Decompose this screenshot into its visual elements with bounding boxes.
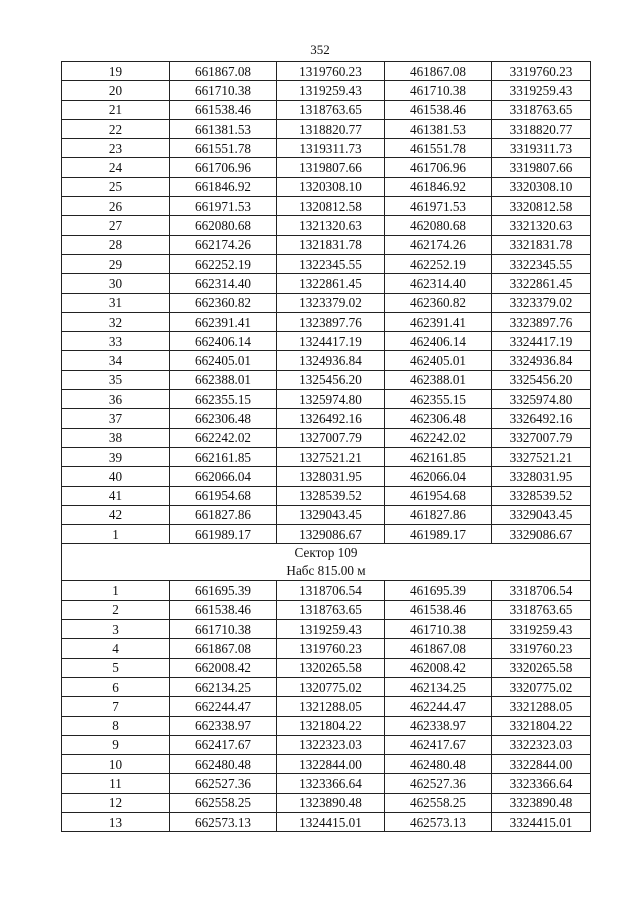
coordinate-cell: 3328031.95: [492, 467, 591, 486]
coordinate-cell: 461381.53: [385, 119, 492, 138]
table-row: [62, 505, 591, 524]
coordinate-cell: 1318763.65: [277, 100, 385, 119]
table-row: [62, 486, 591, 505]
coordinate-cell: 662066.04: [170, 467, 277, 486]
coordinate-cell: 1318820.77: [277, 119, 385, 138]
point-number-cell: 26: [62, 197, 170, 216]
table-row: [62, 677, 591, 696]
coordinate-cell: 662527.36: [170, 774, 277, 793]
coordinate-cell: 461867.08: [385, 639, 492, 658]
point-number-cell: 21: [62, 100, 170, 119]
coordinate-cell: 1319807.66: [277, 158, 385, 177]
coordinate-cell: 662388.01: [170, 370, 277, 389]
coordinate-cell: 3326492.16: [492, 409, 591, 428]
coordinate-cell: 662355.15: [170, 390, 277, 409]
coordinate-cell: 3318763.65: [492, 100, 591, 119]
table-row: [62, 812, 591, 831]
coordinate-cell: 1323366.64: [277, 774, 385, 793]
coordinate-cell: 662174.26: [170, 235, 277, 254]
coordinate-cell: 661710.38: [170, 620, 277, 639]
coordinate-cell: 3324936.84: [492, 351, 591, 370]
coordinate-cell: 661954.68: [170, 486, 277, 505]
coordinate-cell: 3325456.20: [492, 370, 591, 389]
coordinate-cell: 3323379.02: [492, 293, 591, 312]
coordinate-cell: 461971.53: [385, 197, 492, 216]
coordinate-cell: 462360.82: [385, 293, 492, 312]
coordinate-cell: 1329086.67: [277, 525, 385, 544]
point-number-cell: 9: [62, 735, 170, 754]
sector-elevation: Набс 815.00 м: [286, 563, 366, 579]
coordinate-cell: 1319311.73: [277, 139, 385, 158]
table-row: [62, 177, 591, 196]
point-number-cell: 29: [62, 254, 170, 273]
point-number-cell: 6: [62, 677, 170, 696]
coordinate-cell: 3327521.21: [492, 447, 591, 466]
point-number-cell: 23: [62, 139, 170, 158]
coordinate-cell: 462406.14: [385, 332, 492, 351]
coordinate-cell: 3320812.58: [492, 197, 591, 216]
table-row: [62, 620, 591, 639]
point-number-cell: 35: [62, 370, 170, 389]
coordinate-cell: 462066.04: [385, 467, 492, 486]
coordinate-cell: 1318763.65: [277, 600, 385, 619]
coordinate-cell: 462391.41: [385, 312, 492, 331]
coordinate-cell: 1322323.03: [277, 735, 385, 754]
point-number-cell: 3: [62, 620, 170, 639]
coordinate-cell: 3321320.63: [492, 216, 591, 235]
table-row: [62, 62, 591, 81]
point-number-cell: 4: [62, 639, 170, 658]
point-number-cell: 30: [62, 274, 170, 293]
point-number-cell: 13: [62, 812, 170, 831]
coordinate-cell: 461846.92: [385, 177, 492, 196]
coordinate-cell: 3319760.23: [492, 639, 591, 658]
coordinate-cell: 461695.39: [385, 581, 492, 600]
table-row: [62, 793, 591, 812]
table-row: [62, 467, 591, 486]
coordinate-cell: 661846.92: [170, 177, 277, 196]
coordinate-cell: 662252.19: [170, 254, 277, 273]
point-number-cell: 32: [62, 312, 170, 331]
coordinate-cell: 662406.14: [170, 332, 277, 351]
table-row: [62, 525, 591, 544]
coordinate-cell: 3319760.23: [492, 62, 591, 81]
coordinate-cell: 3321804.22: [492, 716, 591, 735]
point-number-cell: 33: [62, 332, 170, 351]
coordinate-cell: 3320775.02: [492, 677, 591, 696]
table-row: [62, 716, 591, 735]
coordinate-cell: 3329043.45: [492, 505, 591, 524]
coordinate-cell: 1321804.22: [277, 716, 385, 735]
coordinates-table: [61, 61, 591, 832]
coordinate-cell: 3327007.79: [492, 428, 591, 447]
coordinate-cell: 3318820.77: [492, 119, 591, 138]
coordinate-cell: 1329043.45: [277, 505, 385, 524]
table-row: [62, 697, 591, 716]
coordinate-cell: 1322861.45: [277, 274, 385, 293]
coordinate-cell: 661867.08: [170, 62, 277, 81]
table-body-bottom: [62, 581, 591, 832]
table-row: [62, 390, 591, 409]
coordinate-cell: 1328539.52: [277, 486, 385, 505]
coordinate-cell: 662306.48: [170, 409, 277, 428]
coordinate-cell: 1320308.10: [277, 177, 385, 196]
coordinate-cell: 662405.01: [170, 351, 277, 370]
coordinate-cell: 661551.78: [170, 139, 277, 158]
coordinate-cell: 461538.46: [385, 100, 492, 119]
point-number-cell: 24: [62, 158, 170, 177]
coordinate-cell: 1318706.54: [277, 581, 385, 600]
coordinate-cell: 662338.97: [170, 716, 277, 735]
coordinate-cell: 1326492.16: [277, 409, 385, 428]
point-number-cell: 19: [62, 62, 170, 81]
table-row: [62, 216, 591, 235]
coordinate-cell: 661989.17: [170, 525, 277, 544]
coordinate-cell: 3318763.65: [492, 600, 591, 619]
coordinate-cell: 1323379.02: [277, 293, 385, 312]
coordinate-cell: 3319259.43: [492, 620, 591, 639]
point-number-cell: 11: [62, 774, 170, 793]
table-row: [62, 600, 591, 619]
table-row: [62, 119, 591, 138]
coordinate-cell: 661538.46: [170, 100, 277, 119]
coordinate-cell: 461867.08: [385, 62, 492, 81]
point-number-cell: 27: [62, 216, 170, 235]
coordinate-cell: 3329086.67: [492, 525, 591, 544]
coordinate-cell: 462244.47: [385, 697, 492, 716]
coordinate-cell: 462314.40: [385, 274, 492, 293]
sector-header-cell: [62, 544, 591, 581]
coordinate-cell: 462573.13: [385, 812, 492, 831]
table-row: [62, 774, 591, 793]
table-row: [62, 370, 591, 389]
coordinate-cell: 1321288.05: [277, 697, 385, 716]
coordinate-cell: 461538.46: [385, 600, 492, 619]
coordinate-cell: 661971.53: [170, 197, 277, 216]
coordinate-cell: 1321831.78: [277, 235, 385, 254]
point-number-cell: 25: [62, 177, 170, 196]
coordinate-cell: 462008.42: [385, 658, 492, 677]
table-row: [62, 139, 591, 158]
coordinate-cell: 462527.36: [385, 774, 492, 793]
coordinate-cell: 3323890.48: [492, 793, 591, 812]
coordinate-cell: 1322345.55: [277, 254, 385, 273]
coordinate-cell: 661706.96: [170, 158, 277, 177]
coordinate-cell: 462355.15: [385, 390, 492, 409]
table-row: [62, 428, 591, 447]
point-number-cell: 1: [62, 581, 170, 600]
table-body-top: [62, 62, 591, 544]
table-row: [62, 312, 591, 331]
table-row: [62, 581, 591, 600]
coordinate-cell: 1328031.95: [277, 467, 385, 486]
coordinate-cell: 3322323.03: [492, 735, 591, 754]
table-row: [62, 447, 591, 466]
point-number-cell: 38: [62, 428, 170, 447]
coordinate-cell: 661695.39: [170, 581, 277, 600]
sector-title: Сектор 109: [294, 545, 358, 561]
table-row: [62, 409, 591, 428]
coordinate-cell: 3324415.01: [492, 812, 591, 831]
point-number-cell: 5: [62, 658, 170, 677]
coordinate-cell: 3322861.45: [492, 274, 591, 293]
coordinate-cell: 462480.48: [385, 755, 492, 774]
point-number-cell: 22: [62, 119, 170, 138]
coordinate-cell: 461710.38: [385, 81, 492, 100]
coordinate-cell: 1319760.23: [277, 639, 385, 658]
coordinate-cell: 662314.40: [170, 274, 277, 293]
coordinate-cell: 462417.67: [385, 735, 492, 754]
coordinate-cell: 662008.42: [170, 658, 277, 677]
coordinate-cell: 3328539.52: [492, 486, 591, 505]
coordinate-cell: 661710.38: [170, 81, 277, 100]
coordinate-cell: 461706.96: [385, 158, 492, 177]
coordinate-cell: 462252.19: [385, 254, 492, 273]
table-row: [62, 293, 591, 312]
table-row: [62, 81, 591, 100]
point-number-cell: 41: [62, 486, 170, 505]
coordinate-cell: 662161.85: [170, 447, 277, 466]
point-number-cell: 39: [62, 447, 170, 466]
point-number-cell: 1: [62, 525, 170, 544]
coordinate-cell: 3321831.78: [492, 235, 591, 254]
table-row: [62, 332, 591, 351]
coordinate-cell: 3319259.43: [492, 81, 591, 100]
coordinate-cell: 3325974.80: [492, 390, 591, 409]
coordinate-cell: 661867.08: [170, 639, 277, 658]
coordinate-cell: 3322345.55: [492, 254, 591, 273]
coordinate-cell: 1327521.21: [277, 447, 385, 466]
point-number-cell: 2: [62, 600, 170, 619]
coordinate-cell: 1319259.43: [277, 620, 385, 639]
point-number-cell: 10: [62, 755, 170, 774]
coordinate-cell: 462161.85: [385, 447, 492, 466]
coordinate-cell: 662558.25: [170, 793, 277, 812]
coordinate-cell: 3324417.19: [492, 332, 591, 351]
coordinate-cell: 462558.25: [385, 793, 492, 812]
point-number-cell: 36: [62, 390, 170, 409]
coordinate-cell: 662360.82: [170, 293, 277, 312]
table-row: [62, 254, 591, 273]
point-number-cell: 34: [62, 351, 170, 370]
table-row: [62, 735, 591, 754]
coordinate-cell: 661381.53: [170, 119, 277, 138]
coordinate-cell: 662480.48: [170, 755, 277, 774]
coordinate-cell: 1325456.20: [277, 370, 385, 389]
coordinate-cell: 3323366.64: [492, 774, 591, 793]
sector-header-row: [62, 544, 591, 581]
table-row: [62, 197, 591, 216]
coordinate-cell: 1323897.76: [277, 312, 385, 331]
coordinate-cell: 662244.47: [170, 697, 277, 716]
coordinate-cell: 662573.13: [170, 812, 277, 831]
coordinate-cell: 462405.01: [385, 351, 492, 370]
coordinate-cell: 3323897.76: [492, 312, 591, 331]
point-number-cell: 37: [62, 409, 170, 428]
coordinate-cell: 662417.67: [170, 735, 277, 754]
coordinate-cell: 462242.02: [385, 428, 492, 447]
table-row: [62, 235, 591, 254]
coordinate-cell: 461989.17: [385, 525, 492, 544]
coordinate-cell: 1321320.63: [277, 216, 385, 235]
coordinate-cell: 462174.26: [385, 235, 492, 254]
coordinate-cell: 1320812.58: [277, 197, 385, 216]
coordinate-cell: 1327007.79: [277, 428, 385, 447]
coordinate-cell: 3320308.10: [492, 177, 591, 196]
coordinate-cell: 462388.01: [385, 370, 492, 389]
table-row: [62, 351, 591, 370]
coordinate-cell: 1322844.00: [277, 755, 385, 774]
point-number-cell: 28: [62, 235, 170, 254]
point-number-cell: 7: [62, 697, 170, 716]
coordinate-cell: 1324936.84: [277, 351, 385, 370]
point-number-cell: 8: [62, 716, 170, 735]
coordinate-cell: 1320775.02: [277, 677, 385, 696]
point-number-cell: 31: [62, 293, 170, 312]
coordinate-cell: 1324415.01: [277, 812, 385, 831]
coordinate-cell: 662080.68: [170, 216, 277, 235]
coordinate-cell: 3319311.73: [492, 139, 591, 158]
coordinate-cell: 1325974.80: [277, 390, 385, 409]
coordinate-cell: 461551.78: [385, 139, 492, 158]
coordinate-cell: 1319760.23: [277, 62, 385, 81]
coordinate-cell: 1323890.48: [277, 793, 385, 812]
table-row: [62, 639, 591, 658]
coordinate-cell: 3319807.66: [492, 158, 591, 177]
table-row: [62, 658, 591, 677]
coordinate-cell: 1320265.58: [277, 658, 385, 677]
coordinate-cell: 1324417.19: [277, 332, 385, 351]
point-number-cell: 20: [62, 81, 170, 100]
coordinate-cell: 462338.97: [385, 716, 492, 735]
table-row: [62, 158, 591, 177]
coordinate-cell: 461710.38: [385, 620, 492, 639]
coordinate-cell: 1319259.43: [277, 81, 385, 100]
coordinate-cell: 662391.41: [170, 312, 277, 331]
point-number-cell: 40: [62, 467, 170, 486]
sector-header: [62, 544, 591, 581]
coordinate-cell: 3321288.05: [492, 697, 591, 716]
coordinate-cell: 462306.48: [385, 409, 492, 428]
table-row: [62, 100, 591, 119]
coordinate-cell: 3322844.00: [492, 755, 591, 774]
coordinate-cell: 3320265.58: [492, 658, 591, 677]
coordinate-cell: 662134.25: [170, 677, 277, 696]
coordinate-cell: 462134.25: [385, 677, 492, 696]
coordinate-cell: 461827.86: [385, 505, 492, 524]
coordinate-cell: 3318706.54: [492, 581, 591, 600]
point-number-cell: 42: [62, 505, 170, 524]
coordinate-cell: 662242.02: [170, 428, 277, 447]
table-row: [62, 274, 591, 293]
coordinate-cell: 661538.46: [170, 600, 277, 619]
coordinate-cell: 462080.68: [385, 216, 492, 235]
table-row: [62, 755, 591, 774]
coordinate-cell: 461954.68: [385, 486, 492, 505]
page-number: 352: [310, 42, 330, 57]
coordinate-cell: 661827.86: [170, 505, 277, 524]
point-number-cell: 12: [62, 793, 170, 812]
